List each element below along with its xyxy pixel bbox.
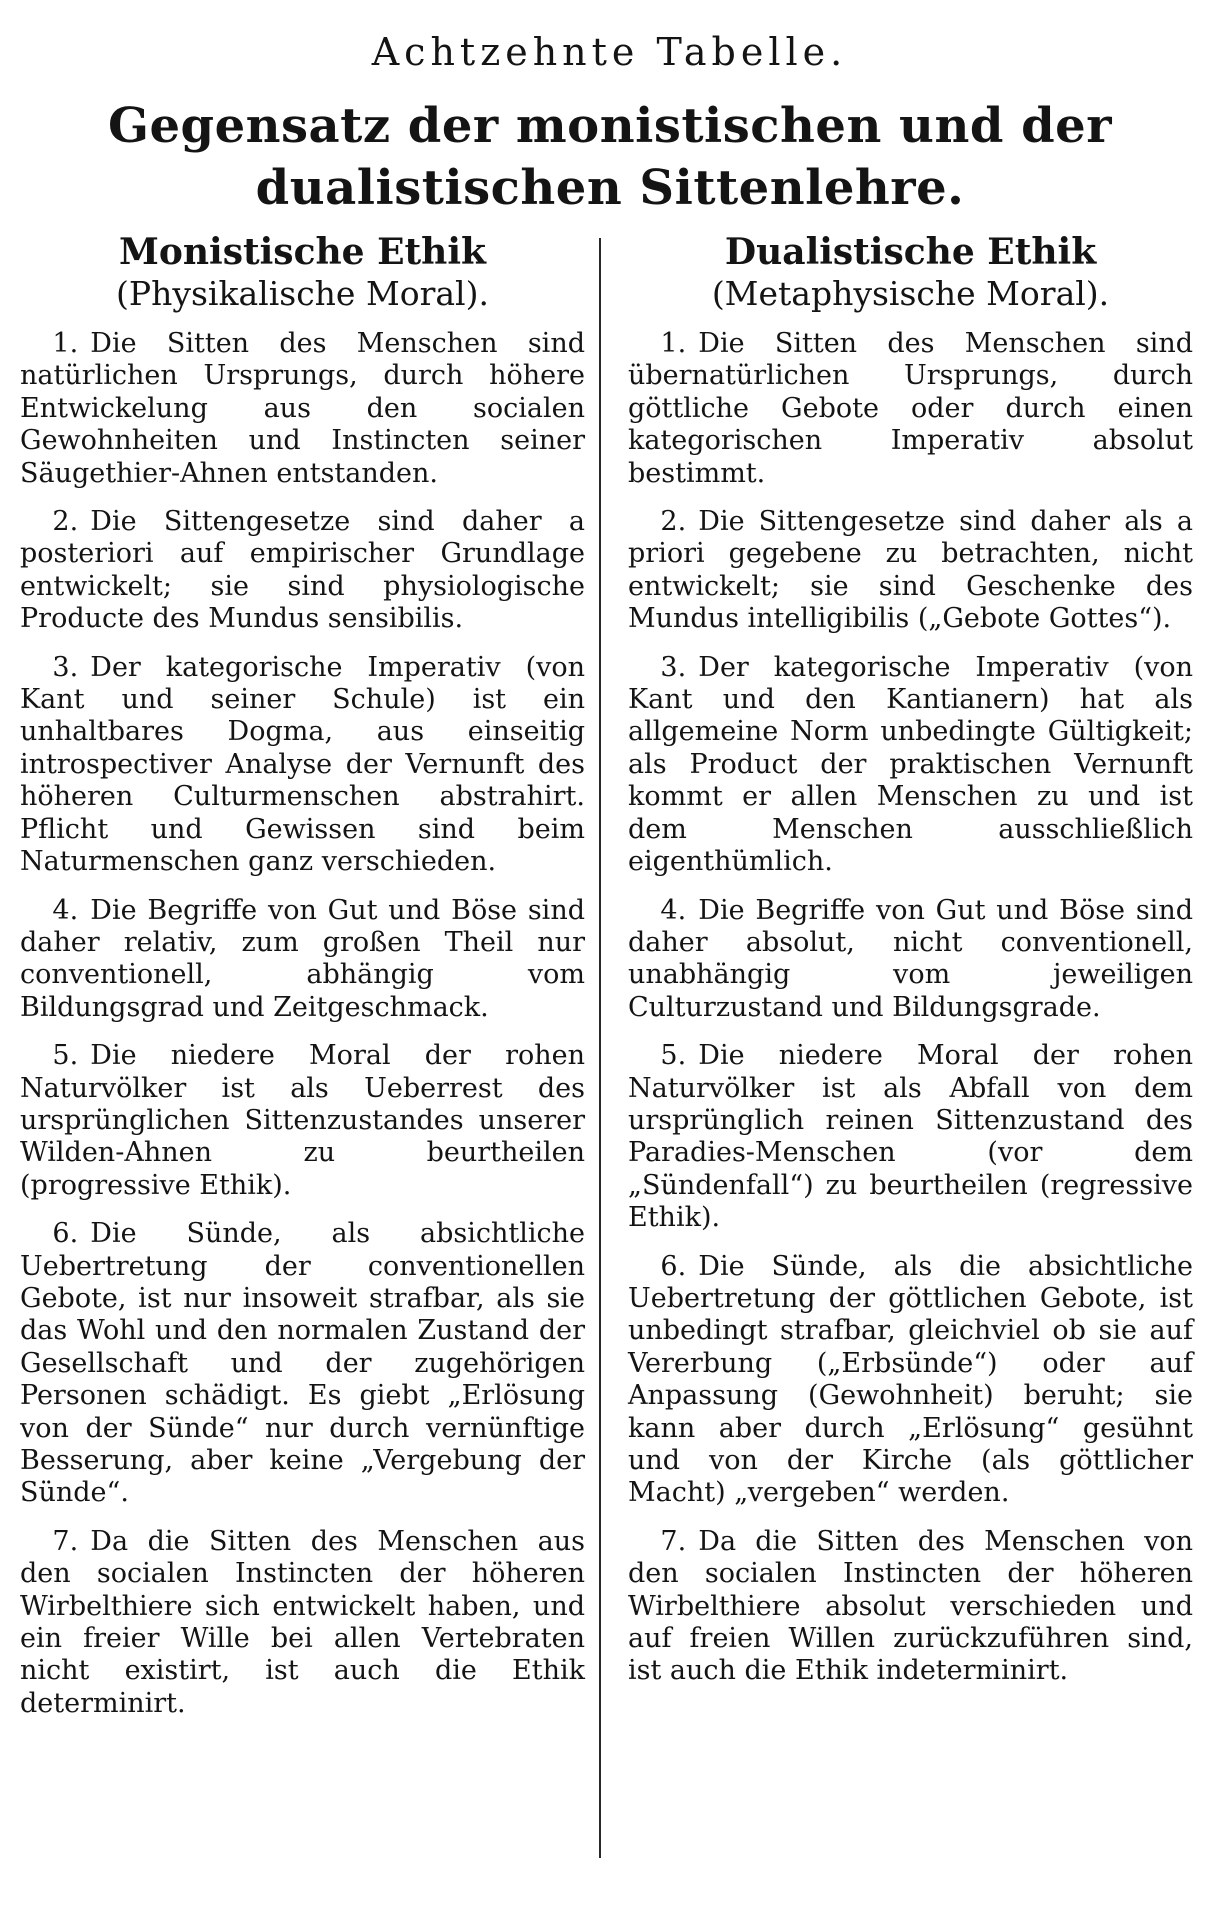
item-text: Die Sünde, als die absichtliche Uebertretung der göttlichen Gebote, ist unbedingt strafbar, gleichviel ob sie auf Vererbung („Erbsünde“) oder auf Anpassung (Gewohnheit) beruht; sie kann aber durch „Erlösung“ gesühnt und von der Kirche (als göttlicher Macht) „vergeben“ werden. <box>628 1250 1193 1509</box>
item-text: Der kategorische Imperativ (von Kant und seiner Schule) ist ein unhaltbares Dogma, aus einseitig introspectiver Analyse der Vernunft des höheren Culturmenschen abstrahirt. Pflicht und Gewissen sind beim Naturmenschen ganz verschieden. <box>20 651 585 878</box>
column-divider <box>599 238 601 1858</box>
monistic-item-7 <box>20 1526 585 1720</box>
item-text: Die Begriffe von Gut und Böse sind daher absolut, nicht conventionell, unabhängig vom jeweiligen Culturzustand und Bildungsgrade. <box>628 894 1193 1023</box>
item-number: 6. <box>52 1218 79 1250</box>
item-number: 6. <box>660 1250 687 1282</box>
item-number: 2. <box>660 506 687 538</box>
item-text: Die Sünde, als absichtliche Uebertretung der conventionellen Gebote, ist nur insoweit strafbar, als sie das Wohl und den normalen Zustand der Gesellschaft und der zugehörigen Personen schädigt. Es giebt „Erlösung von der Sünde“ nur durch vernünftige Besserung, aber keine „Vergebung der Sünde“. <box>20 1218 585 1509</box>
dualistic-heading: Dualistische Ethik <box>724 231 1097 273</box>
monistic-subheading: (Physikalische Moral). <box>116 274 489 313</box>
item-number: 5. <box>660 1040 687 1072</box>
item-number: 2. <box>52 506 79 538</box>
item-number: 3. <box>52 651 79 683</box>
dualistic-item-3 <box>628 652 1193 879</box>
dualistic-subheading: (Metaphysische Moral). <box>711 274 1110 313</box>
dualistic-column <box>628 230 1193 1704</box>
monistic-item-2 <box>20 506 585 636</box>
dualistic-item-6 <box>628 1251 1193 1510</box>
table-label: Achtzehnte Tabelle. <box>371 30 848 74</box>
item-text: Die niedere Moral der rohen Naturvölker ist als Abfall von dem ursprünglich reinen Sittenzustand des Paradies-Menschen (vor dem „Sündenfall“) zu beurtheilen (regressive Ethik). <box>628 1040 1193 1234</box>
item-number: 5. <box>52 1040 79 1072</box>
monistic-item-4 <box>20 895 585 1025</box>
item-number: 4. <box>660 894 687 926</box>
dualistic-item-1 <box>628 328 1193 490</box>
item-text: Da die Sitten des Menschen aus den socialen Instincten der höheren Wirbelthiere sich entwickelt haben, und ein freier Wille bei allen Vertebraten nicht existirt, ist auch die Ethik determinirt. <box>20 1525 585 1719</box>
item-number: 7. <box>660 1525 687 1557</box>
monistic-item-3 <box>20 652 585 879</box>
item-number: 4. <box>52 894 79 926</box>
item-number: 1. <box>660 328 687 359</box>
item-text: Der kategorische Imperativ (von Kant und den Kantianern) hat als allgemeine Norm unbedingte Gültigkeit; als Product der praktischen Vernunft kommt er allen Menschen zu und ist dem Menschen ausschließlich eigenthümlich. <box>628 651 1193 878</box>
item-number: 3. <box>660 651 687 683</box>
item-number: 1. <box>52 328 79 359</box>
dualistic-item-5 <box>628 1040 1193 1234</box>
item-text: Die Sittengesetze sind daher a posteriori auf empirischer Grundlage entwickelt; sie sind physiologische Producte des Mundus sensibilis. <box>20 506 585 635</box>
item-text: Die Sittengesetze sind daher als a priori gegebene zu betrachten, nicht entwickelt; sie sind Geschenke des Mundus intelligibilis („Gebote Gottes“). <box>628 506 1193 635</box>
monistic-item-5 <box>20 1040 585 1202</box>
item-text: Die niedere Moral der rohen Naturvölker ist als Ueberrest des ursprünglichen Sittenzustandes unserer Wilden-Ahnen zu beurtheilen (progressive Ethik). <box>20 1040 585 1201</box>
dualistic-item-2 <box>628 506 1193 636</box>
item-text: Die Begriffe von Gut und Böse sind daher relativ, zum großen Theil nur conventionell, abhängig vom Bildungsgrad und Zeitgeschmack. <box>20 894 585 1023</box>
item-text: Da die Sitten des Menschen von den socialen Instincten der höheren Wirbelthiere absolut verschieden und auf freien Willen zurückzuführen sind, ist auch die Ethik indeterminirt. <box>628 1525 1193 1687</box>
item-text: Die Sitten des Menschen sind natürlichen Ursprungs, durch höhere Entwickelung aus den socialen Gewohnheiten und Instincten seiner Säugethier-Ahnen entstanden. <box>20 328 585 489</box>
monistic-heading: Monistische Ethik <box>119 231 486 273</box>
dualistic-item-7 <box>628 1526 1193 1688</box>
item-number: 7. <box>52 1525 79 1557</box>
monistic-item-1 <box>20 328 585 490</box>
page-title: Gegensatz der monistischen und der dualistischen Sittenlehre. <box>107 98 1113 216</box>
monistic-column <box>20 230 585 1736</box>
item-text: Die Sitten des Menschen sind übernatürlichen Ursprungs, durch göttliche Gebote oder durch einen kategorischen Imperativ absolut bestimmt. <box>628 328 1193 489</box>
dualistic-item-4 <box>628 895 1193 1025</box>
monistic-item-6 <box>20 1218 585 1510</box>
